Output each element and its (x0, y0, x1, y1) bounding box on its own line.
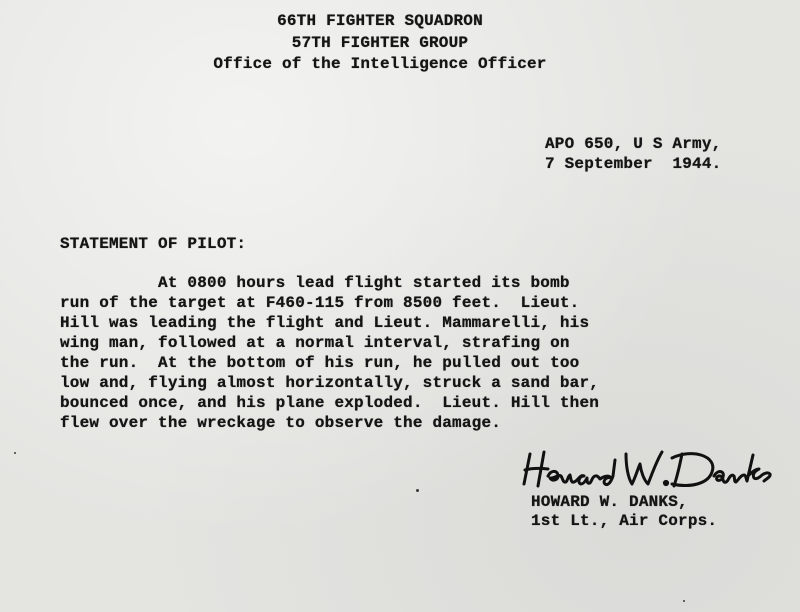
body-line: run of the target at F460-115 from 8500 feet. Lieut. (60, 294, 580, 312)
address-line: APO 650, U S Army, (545, 135, 722, 153)
paper-speck (416, 489, 419, 492)
body-line: At 0800 hours lead flight started its bomb (60, 274, 570, 292)
office-name: Office of the Intelligence Officer (213, 55, 547, 73)
body-line: flew over the wreckage to observe the damage. (60, 414, 502, 432)
paper-speck (683, 600, 685, 602)
body-line: the run. At the bottom of his run, he pulled out too (60, 354, 580, 372)
squadron-name: 66TH FIGHTER SQUADRON (277, 12, 483, 30)
body-line: bounced once, and his plane exploded. Lieut. Hill then (60, 394, 600, 412)
signer-rank: 1st Lt., Air Corps. (531, 512, 718, 530)
paper-speck (14, 452, 16, 454)
statement-heading: STATEMENT OF PILOT: (60, 235, 247, 253)
date-line: 7 September 1944. (545, 155, 722, 173)
body-line: wing man, followed at a normal interval, strafing on (60, 334, 570, 352)
signer-name: HOWARD W. DANKS, (531, 493, 688, 511)
body-line: Hill was leading the flight and Lieut. Mammarelli, his (60, 314, 590, 332)
group-name: 57TH FIGHTER GROUP (291, 34, 469, 52)
body-line: low and, flying almost horizontally, struck a sand bar, (60, 374, 600, 392)
handwritten-signature (522, 446, 782, 496)
